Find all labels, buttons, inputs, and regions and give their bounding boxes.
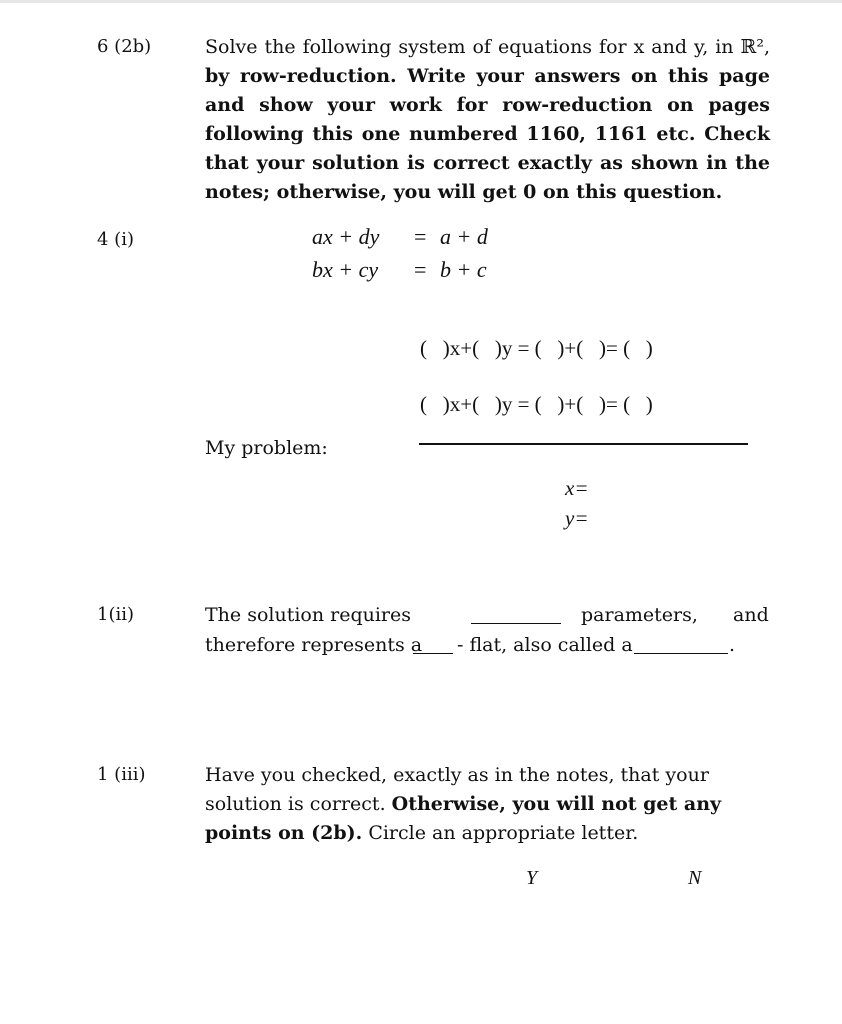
real-plane-symbol: ℝ² bbox=[740, 36, 764, 58]
check-regular-text: Have you checked, exactly as in the notes, that your solution is correct. bbox=[205, 764, 709, 815]
system-of-equations bbox=[312, 224, 532, 290]
question-number-6-2b: 6 (2b) bbox=[97, 36, 152, 57]
instruction-regular-text: Solve the following system of equations for x and y, in bbox=[205, 36, 741, 58]
template-equation-row-1: ( )x+( )y = ( )+( )= ( ) bbox=[420, 336, 653, 360]
eq2-equals: = bbox=[414, 257, 427, 282]
line2-end-text: . bbox=[729, 634, 736, 656]
line1-mid-text: parameters, bbox=[581, 604, 698, 626]
question-number-1-iii: 1 (iii) bbox=[97, 764, 146, 785]
instruction-comma: , bbox=[763, 36, 770, 58]
equation-row-1 bbox=[312, 224, 532, 257]
equation-row-2 bbox=[312, 257, 532, 290]
template-equation-row-2: ( )x+( )y = ( )+( )= ( ) bbox=[420, 392, 653, 416]
eq1-rhs: a + d bbox=[440, 224, 488, 249]
question-number-4-i: 4 (i) bbox=[97, 229, 134, 250]
line2-start-text: therefore represents a bbox=[205, 634, 423, 656]
flat-dimension-blank[interactable] bbox=[413, 653, 453, 654]
line2-mid-text: - flat, also called a bbox=[457, 634, 633, 656]
eq1-lhs: ax + dy bbox=[312, 224, 380, 249]
eq2-lhs: bx + cy bbox=[312, 257, 379, 282]
check-bold-text: Otherwise, you will not get any points on (2b). bbox=[205, 793, 722, 844]
line1-end-text: and bbox=[733, 604, 769, 626]
y-answer-label: y= bbox=[565, 506, 589, 530]
eq2-rhs: b + c bbox=[440, 257, 487, 282]
eq1-equals: = bbox=[414, 224, 427, 249]
my-problem-label: My problem: bbox=[205, 437, 328, 459]
choice-no[interactable]: N bbox=[688, 867, 702, 889]
parameters-count-blank[interactable] bbox=[471, 623, 561, 624]
line1-start-text: The solution requires bbox=[205, 604, 412, 626]
check-regular-text-2: Circle an appropriate letter. bbox=[362, 822, 639, 844]
parameters-question bbox=[205, 601, 770, 661]
choice-yes[interactable]: Y bbox=[526, 867, 538, 889]
answer-divider-line bbox=[419, 443, 748, 445]
question-instruction bbox=[205, 33, 770, 207]
page-top-border bbox=[0, 0, 842, 3]
question-number-1-ii: 1(ii) bbox=[97, 604, 135, 625]
flat-name-blank[interactable] bbox=[634, 653, 728, 654]
x-answer-label: x= bbox=[565, 476, 589, 500]
instruction-bold-text: by row-reduction. Write your answers on this page and show your work for row-reduction on pages following this one numbered 1160, 1161 etc. Check that your solution is correct exactly as shown in the notes; otherwise, you will get 0 on this question. bbox=[205, 65, 770, 203]
check-solution-question bbox=[205, 761, 770, 848]
